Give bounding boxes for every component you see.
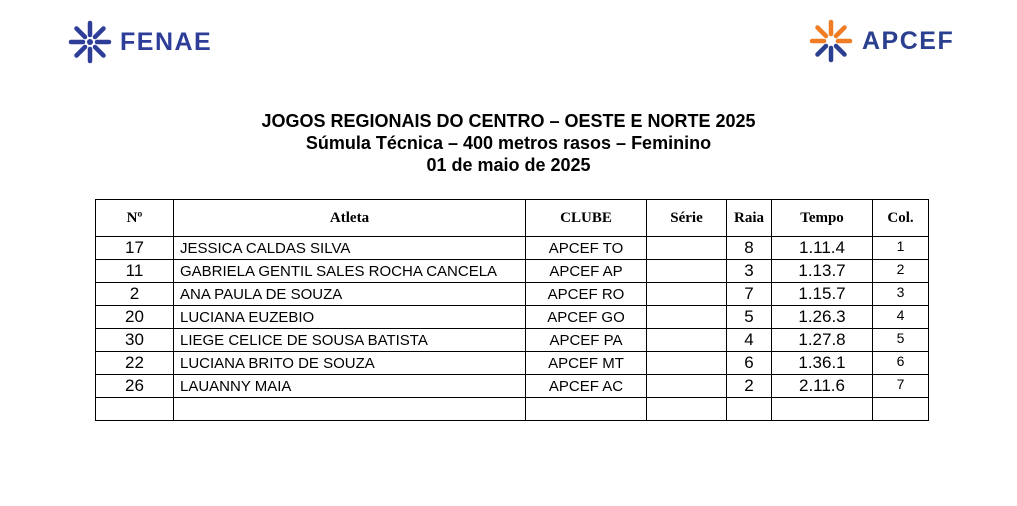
- cell-col: 5: [873, 329, 929, 352]
- header-tempo: Tempo: [772, 200, 873, 237]
- cell-serie: [647, 306, 727, 329]
- cell-raia: 4: [727, 329, 772, 352]
- apcef-logo-text: APCEF: [862, 26, 955, 55]
- cell-atleta: ANA PAULA DE SOUZA: [174, 283, 526, 306]
- table-row: [96, 329, 929, 352]
- cell-serie: [647, 237, 727, 260]
- cell-tempo: 1.36.1: [772, 352, 873, 375]
- apcef-star-icon: [808, 18, 854, 64]
- cell-serie: [647, 398, 727, 421]
- table-header-row: [96, 200, 929, 237]
- cell-col: 1: [873, 237, 929, 260]
- cell-serie: [647, 352, 727, 375]
- cell-col: 2: [873, 260, 929, 283]
- cell-tempo: 1.11.4: [772, 237, 873, 260]
- cell-numero: 17: [96, 237, 174, 260]
- table-row: [96, 260, 929, 283]
- event-date: 01 de maio de 2025: [426, 155, 591, 175]
- cell-clube: APCEF AP: [526, 260, 647, 283]
- cell-serie: [647, 283, 727, 306]
- cell-col: 3: [873, 283, 929, 306]
- cell-atleta: LAUANNY MAIA: [174, 375, 526, 398]
- cell-atleta: LUCIANA EUZEBIO: [174, 306, 526, 329]
- header-serie: Série: [647, 200, 727, 237]
- header-raia: Raia: [727, 200, 772, 237]
- table-row: [96, 283, 929, 306]
- fenae-star-icon: [68, 20, 112, 64]
- cell-atleta: LIEGE CELICE DE SOUSA BATISTA: [174, 329, 526, 352]
- cell-col: 4: [873, 306, 929, 329]
- apcef-logo: [808, 18, 954, 64]
- cell-serie: [647, 329, 727, 352]
- results-table: [95, 199, 929, 421]
- cell-numero: 30: [96, 329, 174, 352]
- cell-col: 7: [873, 375, 929, 398]
- cell-raia: 6: [727, 352, 772, 375]
- cell-atleta: LUCIANA BRITO DE SOUZA: [174, 352, 526, 375]
- cell-numero: 22: [96, 352, 174, 375]
- cell-tempo: 2.11.6: [772, 375, 873, 398]
- table-row: [96, 306, 929, 329]
- cell-tempo: [772, 398, 873, 421]
- cell-clube: APCEF GO: [526, 306, 647, 329]
- cell-numero: 20: [96, 306, 174, 329]
- table-row-empty: [96, 398, 929, 421]
- cell-clube: APCEF AC: [526, 375, 647, 398]
- cell-tempo: 1.27.8: [772, 329, 873, 352]
- cell-serie: [647, 375, 727, 398]
- cell-numero: [96, 398, 174, 421]
- cell-atleta: JESSICA CALDAS SILVA: [174, 237, 526, 260]
- cell-raia: 8: [727, 237, 772, 260]
- event-subtitle: Súmula Técnica – 400 metros rasos – Feminino: [305, 133, 712, 153]
- event-title: JOGOS REGIONAIS DO CENTRO – OESTE E NORTE 2025: [261, 111, 756, 131]
- table-row: [96, 352, 929, 375]
- cell-clube: APCEF PA: [526, 329, 647, 352]
- cell-raia: 7: [727, 283, 772, 306]
- fenae-logo-text: FENAE: [120, 27, 213, 56]
- cell-raia: 2: [727, 375, 772, 398]
- table-row: [96, 237, 929, 260]
- cell-tempo: 1.15.7: [772, 283, 873, 306]
- cell-clube: APCEF TO: [526, 237, 647, 260]
- cell-tempo: 1.26.3: [772, 306, 873, 329]
- header-numero: Nº: [96, 200, 174, 237]
- cell-numero: 2: [96, 283, 174, 306]
- cell-clube: APCEF MT: [526, 352, 647, 375]
- cell-atleta: GABRIELA GENTIL SALES ROCHA CANCELA: [174, 260, 526, 283]
- cell-raia: 3: [727, 260, 772, 283]
- table-row: [96, 375, 929, 398]
- cell-clube: APCEF RO: [526, 283, 647, 306]
- document-header: [0, 110, 1017, 176]
- cell-col: [873, 398, 929, 421]
- cell-raia: 5: [727, 306, 772, 329]
- cell-numero: 11: [96, 260, 174, 283]
- cell-col: 6: [873, 352, 929, 375]
- header-col: Col.: [873, 200, 929, 237]
- header-atleta: Atleta: [174, 200, 526, 237]
- fenae-logo: [68, 20, 212, 64]
- cell-numero: 26: [96, 375, 174, 398]
- cell-atleta: [174, 398, 526, 421]
- cell-tempo: 1.13.7: [772, 260, 873, 283]
- cell-serie: [647, 260, 727, 283]
- cell-raia: [727, 398, 772, 421]
- cell-clube: [526, 398, 647, 421]
- header-clube: CLUBE: [526, 200, 647, 237]
